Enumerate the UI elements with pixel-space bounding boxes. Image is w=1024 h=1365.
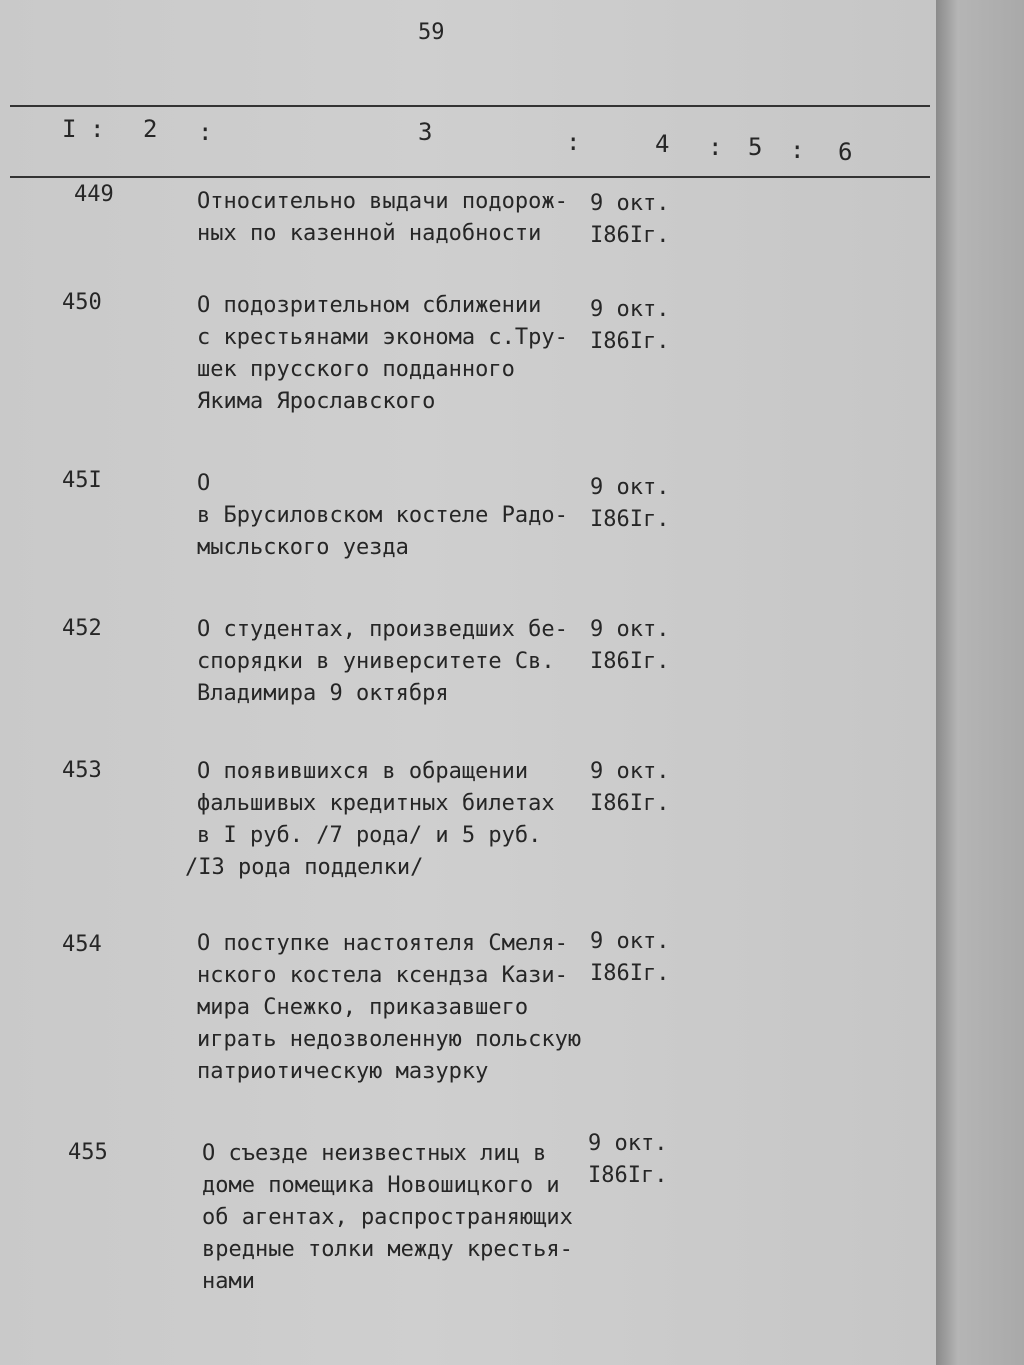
- entry-date: 9 окт. I86Iг.: [590, 297, 670, 354]
- entry-description: О появившихся в обращении фальшивых кредитных билетах в I руб. /7 рода/ и 5 руб. /I3 рода подделки/: [185, 759, 555, 880]
- entry-description: О поступке настоятеля Смеля- нского костела ксендза Кази- мира Снежко, приказавшего играть недозволенную польскую патриотическую мазурку: [197, 931, 582, 1084]
- entry-date: 9 окт. I86Iг.: [590, 929, 670, 986]
- column-header-1: I: [62, 115, 77, 143]
- column-header-5: 5: [748, 133, 763, 161]
- page-edge: [936, 0, 1024, 1365]
- entry-date: 9 окт. I86Iг.: [590, 759, 670, 816]
- column-separator: :: [566, 128, 581, 156]
- column-separator: :: [708, 133, 723, 161]
- entry-number: 453: [62, 758, 102, 783]
- column-header-3: 3: [418, 118, 433, 146]
- header-rule-top: [10, 105, 930, 107]
- column-separator: :: [90, 115, 105, 143]
- column-separator: :: [790, 136, 805, 164]
- entry-description: Относительно выдачи подорож- ных по казенной надобности: [197, 189, 568, 246]
- page-number: 59: [418, 20, 445, 45]
- entry-date: 9 окт. I86Iг.: [590, 191, 670, 248]
- column-header-6: 6: [838, 138, 853, 166]
- header-rule-bottom: [10, 176, 930, 178]
- entry-number: 455: [68, 1140, 108, 1165]
- column-header-2: 2: [143, 115, 158, 143]
- entry-date: 9 окт. I86Iг.: [590, 475, 670, 532]
- entry-number: 454: [62, 932, 102, 957]
- entry-description: О съезде неизвестных лиц в доме помещика Новошицкого и об агентах, распространяющих вредные толки между крестья- нами: [202, 1141, 573, 1294]
- entry-date: 9 окт. I86Iг.: [588, 1131, 668, 1188]
- entry-date: 9 окт. I86Iг.: [590, 617, 670, 674]
- entry-description: О студентах, произведших бе- спорядки в университете Св. Владимира 9 октября: [197, 617, 568, 706]
- entry-number: 452: [62, 616, 102, 641]
- column-separator: :: [198, 118, 213, 146]
- entry-number: 450: [62, 290, 102, 315]
- column-header-4: 4: [655, 130, 670, 158]
- entry-description: О подозрительном сближении с крестьянами эконома с.Тру- шек прусского подданного Якима Ярославского: [197, 293, 568, 414]
- entry-number: 449: [74, 182, 114, 207]
- entry-number: 45I: [62, 468, 102, 493]
- entry-description: О в Брусиловском костеле Радо- мысльского уезда: [197, 471, 568, 560]
